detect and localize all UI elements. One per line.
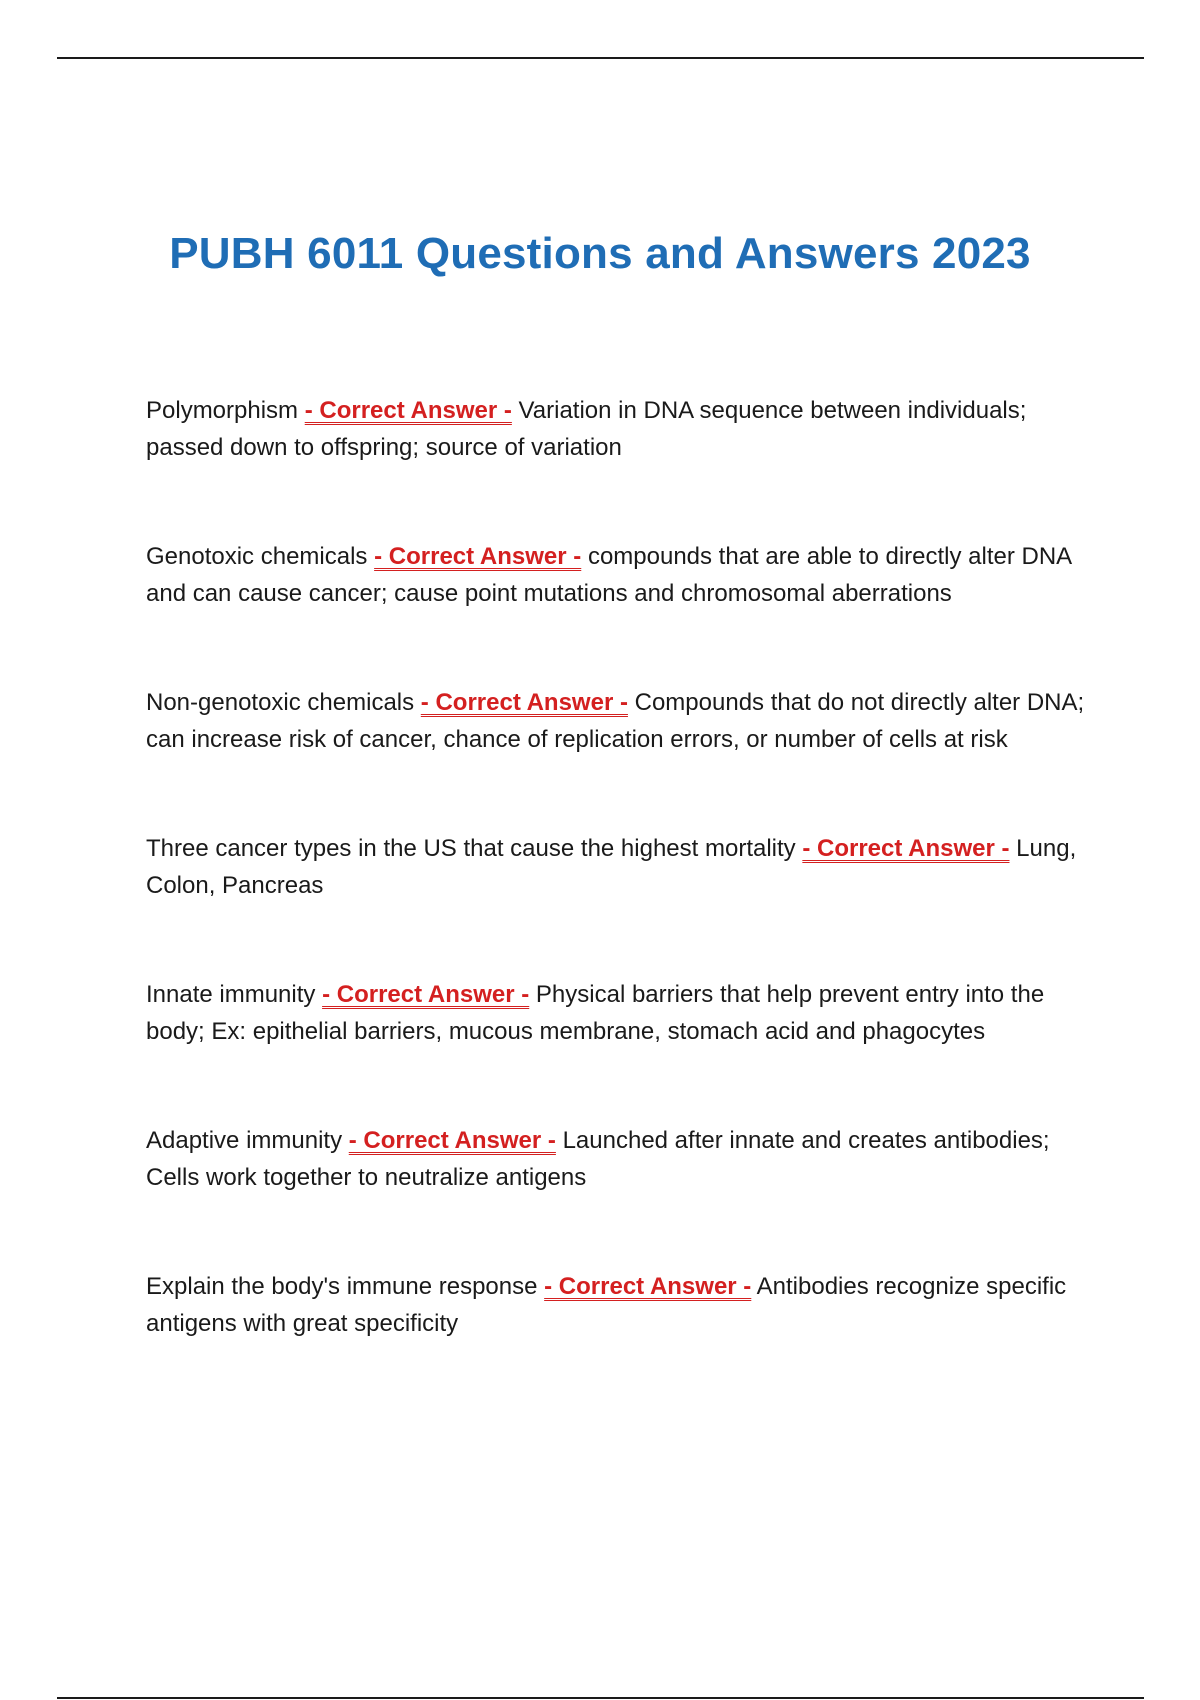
correct-answer-marker: - Correct Answer - <box>374 543 582 570</box>
qa-question: Explain the body's immune response <box>146 1273 538 1300</box>
qa-item <box>146 830 1096 904</box>
qa-item <box>146 976 1096 1050</box>
qa-item <box>146 392 1096 466</box>
correct-answer-marker: - Correct Answer - <box>322 981 530 1008</box>
qa-answer: Compounds that do not directly alter DNA; can increase risk of cancer, chance of replication errors, or number of cells at risk <box>146 689 1085 753</box>
document-title: PUBH 6011 Questions and Answers 2023 <box>169 229 1031 279</box>
qa-answer: Launched after innate and creates antibodies; Cells work together to neutralize antigens <box>146 1127 1050 1191</box>
qa-answer: Physical barriers that help prevent entry into the body; Ex: epithelial barriers, mucous membrane, stomach acid and phagocytes <box>146 981 1045 1045</box>
qa-question: Genotoxic chemicals <box>146 543 368 570</box>
qa-item <box>146 1268 1096 1342</box>
qa-question: Innate immunity <box>146 981 316 1008</box>
correct-answer-marker: - Correct Answer - <box>544 1273 752 1300</box>
correct-answer-marker: - Correct Answer - <box>304 397 512 424</box>
qa-answer: Variation in DNA sequence between individuals; passed down to offspring; source of variation <box>146 397 1027 461</box>
qa-item <box>146 1122 1096 1196</box>
correct-answer-marker: - Correct Answer - <box>802 835 1010 862</box>
qa-answer: Antibodies recognize specific antigens with great specificity <box>146 1273 1067 1337</box>
top-rule <box>57 57 1144 59</box>
qa-item <box>146 684 1096 758</box>
bottom-rule <box>57 1697 1144 1699</box>
qa-list <box>146 392 1096 1414</box>
qa-question: Non-genotoxic chemicals <box>146 689 415 716</box>
qa-question: Three cancer types in the US that cause the highest mortality <box>146 835 796 862</box>
correct-answer-marker: - Correct Answer - <box>420 689 628 716</box>
qa-question: Polymorphism <box>146 397 299 424</box>
qa-question: Adaptive immunity <box>146 1127 343 1154</box>
correct-answer-marker: - Correct Answer - <box>348 1127 556 1154</box>
qa-item <box>146 538 1096 612</box>
qa-answer: Lung, Colon, Pancreas <box>146 835 1077 899</box>
qa-answer: compounds that are able to directly alter DNA and can cause cancer; cause point mutations and chromosomal aberrations <box>146 543 1071 607</box>
